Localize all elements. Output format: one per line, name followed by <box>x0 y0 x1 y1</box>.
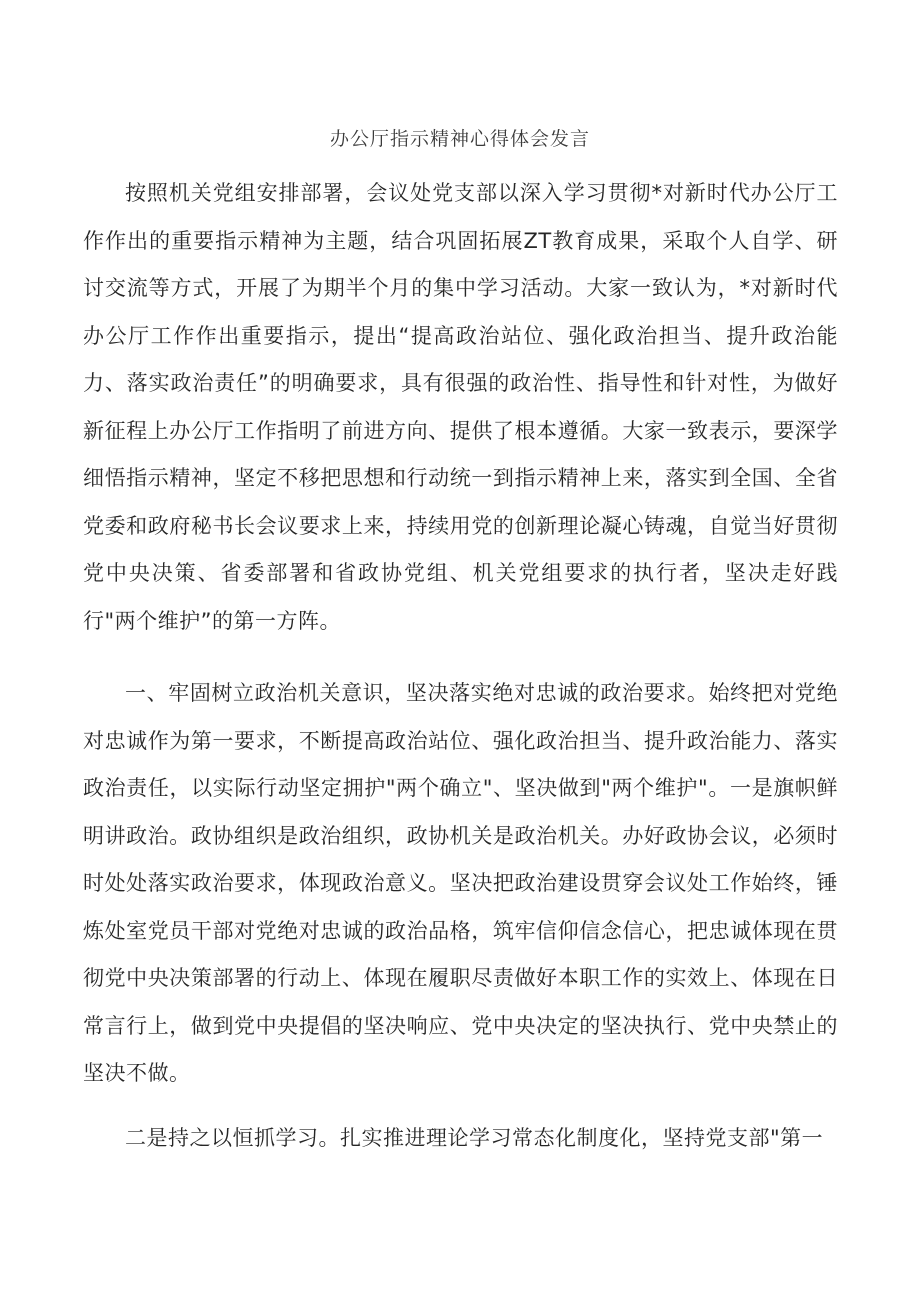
document-title: 办公厅指示精神心得体会发言 <box>329 128 590 150</box>
paragraph-section-one: 一、牢固树立政治机关意识，坚决落实绝对忠诚的政治要求。始终把对党绝对忠诚作为第一要求，不断提高政治站位、强化政治担当、提升政治能力、落实政治责任，以实际行动坚定拥护"两个确立"、坚决做到"两个维护"。一是旗帜鲜明讲政治。政协组织是政治组织，政协机关是政治机关。办好政协会议，必须时时处处落实政治要求，体现政治意义。坚决把政治建设贯穿会议处工作始终，锤炼处室党员干部对党绝对忠诚的政治品格，筑牢信仰信念信心，把忠诚体现在贯彻党中央决策部署的行动上、体现在履职尽责做好本职工作的实效上、体现在日常言行上，做到党中央提倡的坚决响应、党中央决定的坚决执行、党中央禁止的坚决不做。 <box>83 681 838 1085</box>
paragraph-study: 二是持之以恒抓学习。扎实推进理论学习常态化制度化，坚持党支部"第一 <box>125 1126 824 1150</box>
paragraph-intro: 按照机关党组安排部署，会议处党支部以深入学习贯彻*对新时代办公厅工作作出的重要指示精神为主题，结合巩固拓展ZT教育成果，采取个人自学、研讨交流等方式，开展了为期半个月的集中学习活动。大家一致认为，*对新时代办公厅工作作出重要指示，提出“提高政治站位、强化政治担当、提升政治能力、落实政治责任”的明确要求，具有很强的政治性、指导性和针对性，为做好新征程上办公厅工作指明了前进方向、提供了根本遵循。大家一致表示，要深学细悟指示精神，坚定不移把思想和行动统一到指示精神上来，落实到全国、全省党委和政府秘书长会议要求上来，持续用党的创新理论凝心铸魂，自觉当好贯彻党中央决策、省委部署和省政协党组、机关党组要求的执行者，坚决走好践行"两个维护”的第一方阵。 <box>83 181 838 633</box>
